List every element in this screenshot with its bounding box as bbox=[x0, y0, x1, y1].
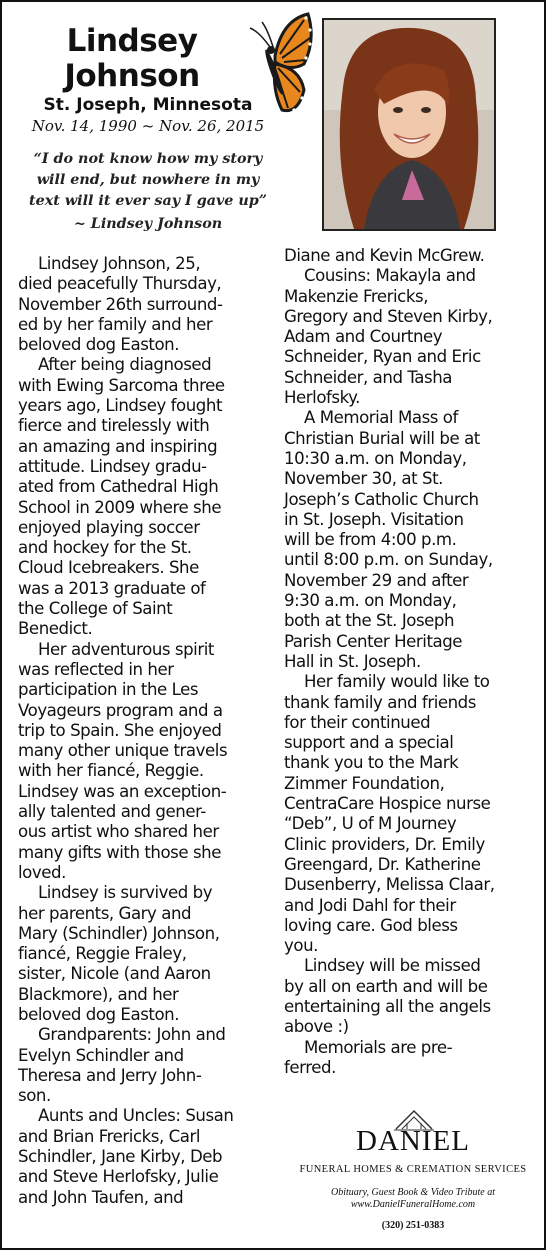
text-line: Mary (Schindler) Johnson, bbox=[18, 923, 220, 943]
text-line: Voyageurs program and a bbox=[18, 700, 223, 720]
text-line: many other unique travels bbox=[18, 741, 228, 761]
text-line: for their continued bbox=[284, 712, 431, 732]
text-line: A Memorial Mass of bbox=[304, 408, 458, 428]
text-line: Joseph’s Catholic Church bbox=[284, 489, 479, 509]
text-line: Cousins: Makayla and bbox=[304, 266, 476, 286]
text-line: November 30, at St. bbox=[284, 469, 443, 489]
text-line: died peacefully Thursday, bbox=[18, 274, 222, 294]
text-line: Diane and Kevin McGrew. bbox=[284, 246, 485, 265]
text-line: Schindler, Jane Kirby, Deb bbox=[18, 1147, 223, 1167]
text-line: the College of Saint bbox=[18, 599, 173, 619]
text-line: Aunts and Uncles: Susan bbox=[38, 1106, 234, 1126]
text-line: Cloud Icebreakers. She bbox=[18, 558, 199, 578]
text-line: and hockey for the St. bbox=[18, 538, 192, 558]
text-line: trip to Spain. She enjoyed bbox=[18, 720, 222, 740]
text-line: attitude. Lindsey gradu- bbox=[18, 456, 207, 476]
text-line: ally talented and gener- bbox=[18, 802, 206, 822]
text-line: Grandparents: John and bbox=[38, 1025, 226, 1045]
text-line: Lindsey Johnson, 25, bbox=[38, 254, 201, 273]
text-line: Lindsey will be missed bbox=[304, 956, 481, 976]
text-line: Schneider, and Tasha bbox=[284, 367, 453, 387]
text-line: 10:30 a.m. on Monday, bbox=[284, 448, 467, 468]
text-line: Herlofsky. bbox=[284, 388, 361, 408]
quote-line: text will it ever say I gave up” bbox=[29, 193, 267, 209]
text-line: Parish Center Heritage bbox=[284, 631, 463, 651]
text-line: and Brian Frericks, Carl bbox=[18, 1126, 201, 1146]
text-line: Christian Burial will be at bbox=[284, 428, 480, 448]
text-line: by all on earth and will be bbox=[284, 976, 488, 996]
text-line: Her adventurous spirit bbox=[38, 639, 214, 659]
text-line: CentraCare Hospice nurse bbox=[284, 794, 491, 814]
text-line: Clinic providers, Dr. Emily bbox=[284, 834, 485, 854]
funeral-home-phone: (320) 251-0383 bbox=[381, 1220, 445, 1231]
text-line: November 29 and after bbox=[284, 570, 469, 590]
text-line: School in 2009 where she bbox=[18, 497, 222, 517]
text-line: thank family and friends bbox=[284, 692, 476, 712]
text-line: and Jodi Dahl for their bbox=[284, 895, 456, 915]
location: St. Joseph, Minnesota bbox=[43, 95, 253, 115]
text-line: above :) bbox=[284, 1017, 349, 1037]
text-line: Greengard, Dr. Katherine bbox=[284, 854, 481, 874]
quote-attribution: ~ Lindsey Johnson bbox=[73, 216, 223, 232]
text-line: support and a special bbox=[284, 733, 454, 753]
portrait-image bbox=[324, 20, 494, 229]
text-line: Dusenberry, Melissa Claar, bbox=[284, 875, 495, 895]
text-line: in St. Joseph. Visitation bbox=[284, 509, 464, 529]
text-line: her parents, Gary and bbox=[18, 903, 192, 923]
text-line: ous artist who shared her bbox=[18, 822, 219, 842]
text-line: beloved dog Easton. bbox=[18, 335, 180, 355]
text-line: both at the St. Joseph bbox=[284, 611, 455, 631]
funeral-home-website: www.DanielFuneralHome.com bbox=[350, 1199, 476, 1210]
text-line: and Steve Herlofsky, Julie bbox=[18, 1167, 219, 1187]
deceased-name bbox=[32, 24, 232, 94]
tagline-line: Obituary, Guest Book & Video Tribute at bbox=[331, 1187, 495, 1198]
text-line: sister, Nicole (and Aaron bbox=[18, 964, 211, 984]
text-line: entertaining all the angels bbox=[284, 996, 491, 1016]
text-line: fiancé, Reggie Fraley, bbox=[18, 944, 187, 964]
text-line: with Ewing Sarcoma three bbox=[18, 375, 225, 395]
text-line: loved. bbox=[18, 862, 66, 882]
funeral-home-logo bbox=[298, 1107, 528, 1239]
text-line: Evelyn Schindler and bbox=[18, 1045, 184, 1065]
text-line: Her family would like to bbox=[304, 672, 490, 692]
text-line: son. bbox=[18, 1086, 51, 1106]
funeral-home-name: DANIEL bbox=[356, 1125, 470, 1157]
text-line: fierce and tirelessly with bbox=[18, 416, 210, 436]
text-line: Memorials are pre- bbox=[304, 1037, 453, 1057]
text-line: 9:30 a.m. on Monday, bbox=[284, 591, 457, 611]
text-line: thank you to the Mark bbox=[284, 753, 459, 773]
text-line: Lindsey is survived by bbox=[38, 883, 213, 903]
text-line: loving care. God bless bbox=[284, 915, 458, 935]
text-line: Theresa and Jerry John- bbox=[18, 1065, 202, 1085]
text-line: Gregory and Steven Kirby, bbox=[284, 306, 493, 326]
quote-line: will end, but nowhere in my bbox=[36, 172, 260, 188]
text-line: you. bbox=[284, 936, 318, 956]
text-line: ferred. bbox=[284, 1057, 336, 1077]
quote-line: “I do not know how my story bbox=[33, 151, 263, 167]
text-line: Lindsey was an exception- bbox=[18, 781, 227, 801]
text-line: with her fiancé, Reggie. bbox=[18, 761, 204, 781]
text-line: was a 2013 graduate of bbox=[18, 578, 206, 598]
text-line: Makenzie Frericks, bbox=[284, 286, 429, 306]
text-line: Blackmore), and her bbox=[18, 984, 179, 1004]
text-line: Adam and Courtney bbox=[284, 327, 443, 347]
funeral-home-tagline bbox=[298, 1187, 528, 1211]
text-line: Schneider, Ryan and Eric bbox=[284, 347, 481, 367]
right-text-column bbox=[284, 246, 536, 1078]
life-dates: Nov. 14, 1990 ~ Nov. 26, 2015 bbox=[31, 117, 265, 135]
text-line: Zimmer Foundation, bbox=[284, 773, 445, 793]
text-line: and John Taufen, and bbox=[18, 1187, 184, 1207]
last-name: Johnson bbox=[64, 58, 200, 94]
text-line: ed by her family and her bbox=[18, 314, 213, 334]
text-line: “Deb”, U of M Journey bbox=[284, 814, 457, 834]
text-line: an amazing and inspiring bbox=[18, 436, 218, 456]
text-line: will be from 4:00 p.m. bbox=[284, 530, 457, 550]
text-line: enjoyed playing soccer bbox=[18, 517, 200, 537]
memorial-quote bbox=[22, 149, 274, 212]
left-text-column bbox=[18, 254, 276, 1208]
text-line: Hall in St. Joseph. bbox=[284, 651, 421, 671]
text-line: participation in the Les bbox=[18, 680, 199, 700]
text-line: until 8:00 p.m. on Sunday, bbox=[284, 550, 493, 570]
text-line: After being diagnosed bbox=[38, 355, 212, 375]
text-line: many gifts with those she bbox=[18, 842, 221, 862]
text-line: Benedict. bbox=[18, 619, 93, 639]
text-line: ated from Cathedral High bbox=[18, 477, 219, 497]
text-line: years ago, Lindsey fought bbox=[18, 396, 223, 416]
portrait-photo bbox=[322, 18, 496, 231]
text-line: November 26th surround- bbox=[18, 294, 223, 314]
obituary-header bbox=[2, 2, 544, 247]
first-name: Lindsey bbox=[66, 23, 198, 59]
funeral-home-services: FUNERAL HOMES & CREMATION SERVICES bbox=[299, 1164, 527, 1175]
text-line: was reflected in her bbox=[18, 659, 174, 679]
text-line: beloved dog Easton. bbox=[18, 1004, 180, 1024]
